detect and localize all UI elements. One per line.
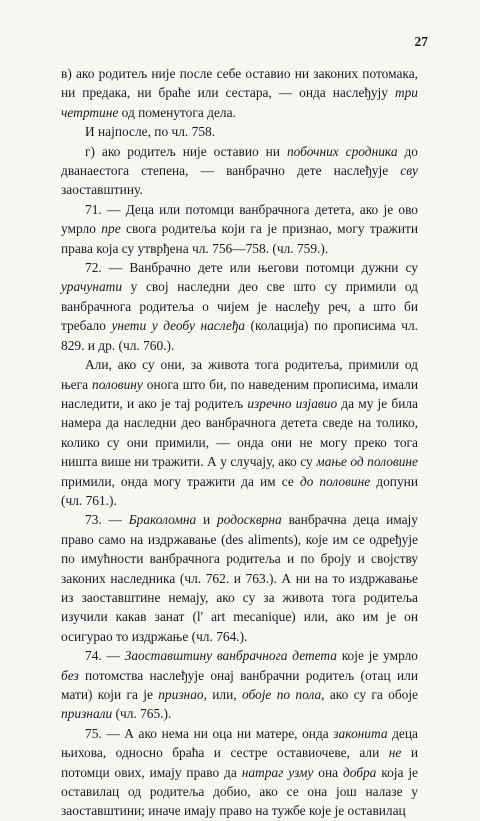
italic-run: признали [61, 706, 113, 722]
text-run: 71. — Деца или потомци ванбрачнога детета, ако је ово умрло [61, 201, 418, 237]
text-run: 74. — [85, 648, 125, 664]
italic-run: унети у деобу наслеђа [111, 318, 245, 334]
paragraph-v [61, 64, 418, 122]
text-run: , или, [203, 687, 242, 702]
text-run: до дванаестога степена, — ванбрачно дете наслеђује [61, 143, 418, 179]
text-run: она [313, 764, 343, 780]
italic-run: натраг узму [241, 764, 314, 780]
text-run: в) ако родитељ није после себе оставио ни законих потомака, ни предака, ни браће или сестара, — онда наслеђују [61, 66, 418, 101]
text-run: и [196, 512, 218, 528]
italic-run: родоскврна [217, 512, 282, 528]
paragraph-72-ali [61, 355, 418, 510]
text-run: у свој наследни део све што су примили од ванбрачнога родитеља о чијем је наслеђу реч, а што би требало [61, 279, 418, 334]
text-run: ванбрачна деца имају право само на издржавање (des aliments), које им се одређује по имућности ванбрачнога родитеља и по броју и својству законих наследника (чл. 762. и 763.). А ни на то издржавање из заоставштине немају, ако су за живота тога родитеља изучили какав занат (l' art mecanique) или, ако им је он осигурао то издржање (чл. 764.). [61, 512, 418, 644]
text-run: и потомци ових, имају право да [61, 745, 419, 780]
text-run: свога родитеља који га је признао, могу тражити права која су утврђена чл. 756—758. (чл. 759.). [61, 221, 418, 256]
italic-run: изречно изјавио [247, 395, 338, 411]
italic-run: законита [333, 725, 388, 741]
italic-run: урачунати [61, 279, 123, 295]
text-run: И најпосле, по чл. 758. [85, 124, 216, 140]
italic-run: мање од половине [316, 454, 418, 470]
italic-run: до половине [299, 473, 371, 489]
text-run: да му је била намера да наследни део ванбрачнога детета сведе на толико, колико су они примили, — онда они не могу преко тога ништа више ни тражити. А у случају, ако су [61, 395, 418, 470]
text-run: онога што би, по наведеним прописима, имали наследити, и ако је тај родитељ [61, 376, 419, 411]
text-run: од поменутога дела. [118, 104, 236, 120]
italic-run: побочних сродника [286, 143, 398, 159]
italic-run: пре [101, 221, 121, 237]
paragraph-75 [61, 724, 418, 821]
italic-run: половину [92, 376, 143, 392]
text-run: (колација) по прописима чл. 829. и др. (чл. 760.). [61, 318, 418, 353]
text-run: потомства наслеђује онај ванбрачни родитељ (отац или мати) који га је [61, 667, 418, 702]
italic-run: без [61, 667, 79, 683]
text-run: Али, ако су они, за живота тога родитеља, примили од њега [61, 357, 418, 392]
text-run: заоставштину. [61, 182, 143, 198]
text-run: (чл. 765.). [112, 706, 172, 722]
italic-run: признао [158, 687, 204, 702]
paragraph-najposle [61, 122, 418, 141]
text-run: која је оставилац од родитеља добио, ако се она још налазе у заоставштини; иначе имају право на тужбе које је оставилац [61, 764, 419, 819]
text-run: , ако су га обоје [321, 687, 419, 702]
text-run: г) ако родитељ није оставио ни [85, 143, 287, 159]
text-run: примили, онда могу тражити да им се [61, 473, 300, 489]
paragraph-71 [61, 200, 418, 258]
italic-run: обоје по пола [241, 687, 322, 702]
italic-run: три четртине [61, 85, 418, 120]
italic-run: не [388, 745, 402, 761]
italic-run: добра [342, 764, 377, 780]
text-run: допуни (чл. 761.). [61, 473, 418, 508]
italic-run: Заоставштину ванбрачнога детета [124, 648, 337, 664]
text-run: које је умрло [336, 648, 419, 664]
paragraph-74 [61, 646, 418, 724]
paragraph-72 [61, 258, 418, 355]
paragraph-73 [61, 510, 418, 646]
paragraph-g [61, 142, 418, 200]
text-run: 75. — А ако нема ни оца ни матере, онда [85, 725, 334, 741]
text-run: 72. — Ванбрачно дете или његови потомци дужни су [85, 260, 418, 276]
text-run: деца њихова, односно браћа и сестре оставиочеве, али [61, 725, 418, 761]
body-text [61, 64, 418, 821]
italic-run: сву [400, 163, 418, 179]
page-number: 27 [414, 34, 428, 49]
text-run: 73. — [85, 512, 129, 528]
italic-run: Браколомна [128, 512, 197, 528]
